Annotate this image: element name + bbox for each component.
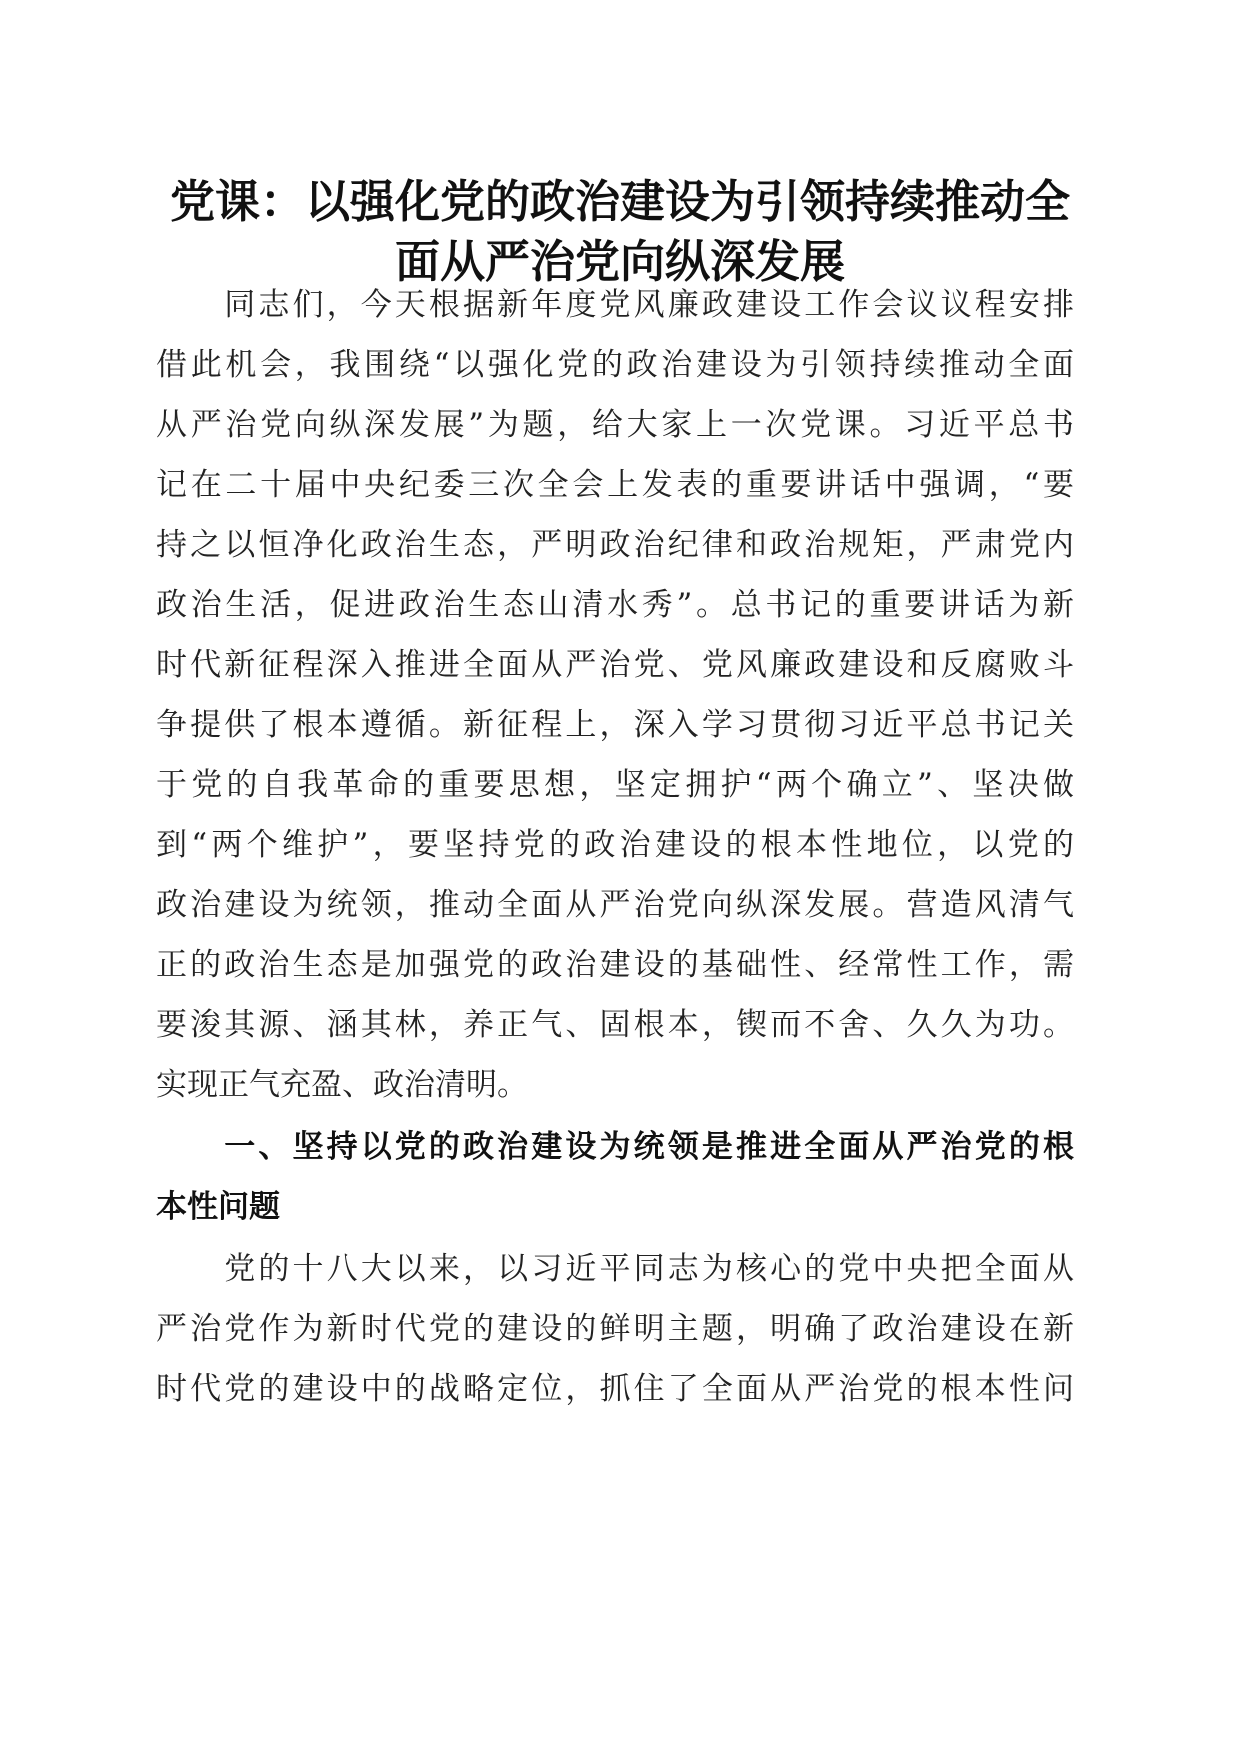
- paragraph-1-line: 正的政治生态是加强党的政治建设的基础性、经常性工作，需: [156, 947, 1074, 983]
- paragraph-1-line: 时代新征程深入推进全面从严治党、党风廉政建设和反腐败斗: [156, 647, 1074, 683]
- paragraph-1-line: 于党的自我革命的重要思想，坚定拥护“两个确立”、坚决做: [156, 767, 1074, 803]
- paragraph-1-line: 争提供了根本遵循。新征程上，深入学习贯彻习近平总书记关: [156, 707, 1074, 743]
- section-heading-1: 本性问题: [156, 1189, 280, 1225]
- section-heading-1: 一、坚持以党的政治建设为统领是推进全面从严治党的根: [156, 1129, 1074, 1165]
- paragraph-1-line: 记在二十届中央纪委三次全会上发表的重要讲话中强调，“要: [156, 467, 1074, 503]
- paragraph-1-line: 政治建设为统领，推动全面从严治党向纵深发展。营造风清气: [156, 887, 1074, 923]
- paragraph-2-line: 时代党的建设中的战略定位，抓住了全面从严治党的根本性问: [156, 1371, 1074, 1407]
- document-title: [150, 172, 1090, 292]
- title-line-1: 党课：以强化党的政治建设为引领持续推动全: [169, 175, 1070, 228]
- paragraph-1-line: 借此机会，我围绕“以强化党的政治建设为引领持续推动全面: [156, 347, 1074, 383]
- paragraph-1-line: 要浚其源、涵其林，养正气、固根本，锲而不舍、久久为功。: [156, 1007, 1074, 1043]
- paragraph-1-line: 实现正气充盈、政治清明。: [156, 1067, 528, 1103]
- paragraph-1-line: 到“两个维护”，要坚持党的政治建设的根本性地位，以党的: [156, 827, 1074, 863]
- paragraph-2-line: 严治党作为新时代党的建设的鲜明主题，明确了政治建设在新: [156, 1311, 1074, 1347]
- paragraph-1-line: 政治生活，促进政治生态山清水秀”。总书记的重要讲话为新: [156, 587, 1074, 623]
- title-line-2: 面从严治党向纵深发展: [394, 235, 845, 288]
- paragraph-1-line: 从严治党向纵深发展”为题，给大家上一次党课。习近平总书: [156, 407, 1074, 443]
- paragraph-2-line: 党的十八大以来，以习近平同志为核心的党中央把全面从: [156, 1251, 1074, 1287]
- paragraph-1-line: 同志们，今天根据新年度党风廉政建设工作会议议程安排: [156, 287, 1074, 323]
- paragraph-1-line: 持之以恒净化政治生态，严明政治纪律和政治规矩，严肃党内: [156, 527, 1074, 563]
